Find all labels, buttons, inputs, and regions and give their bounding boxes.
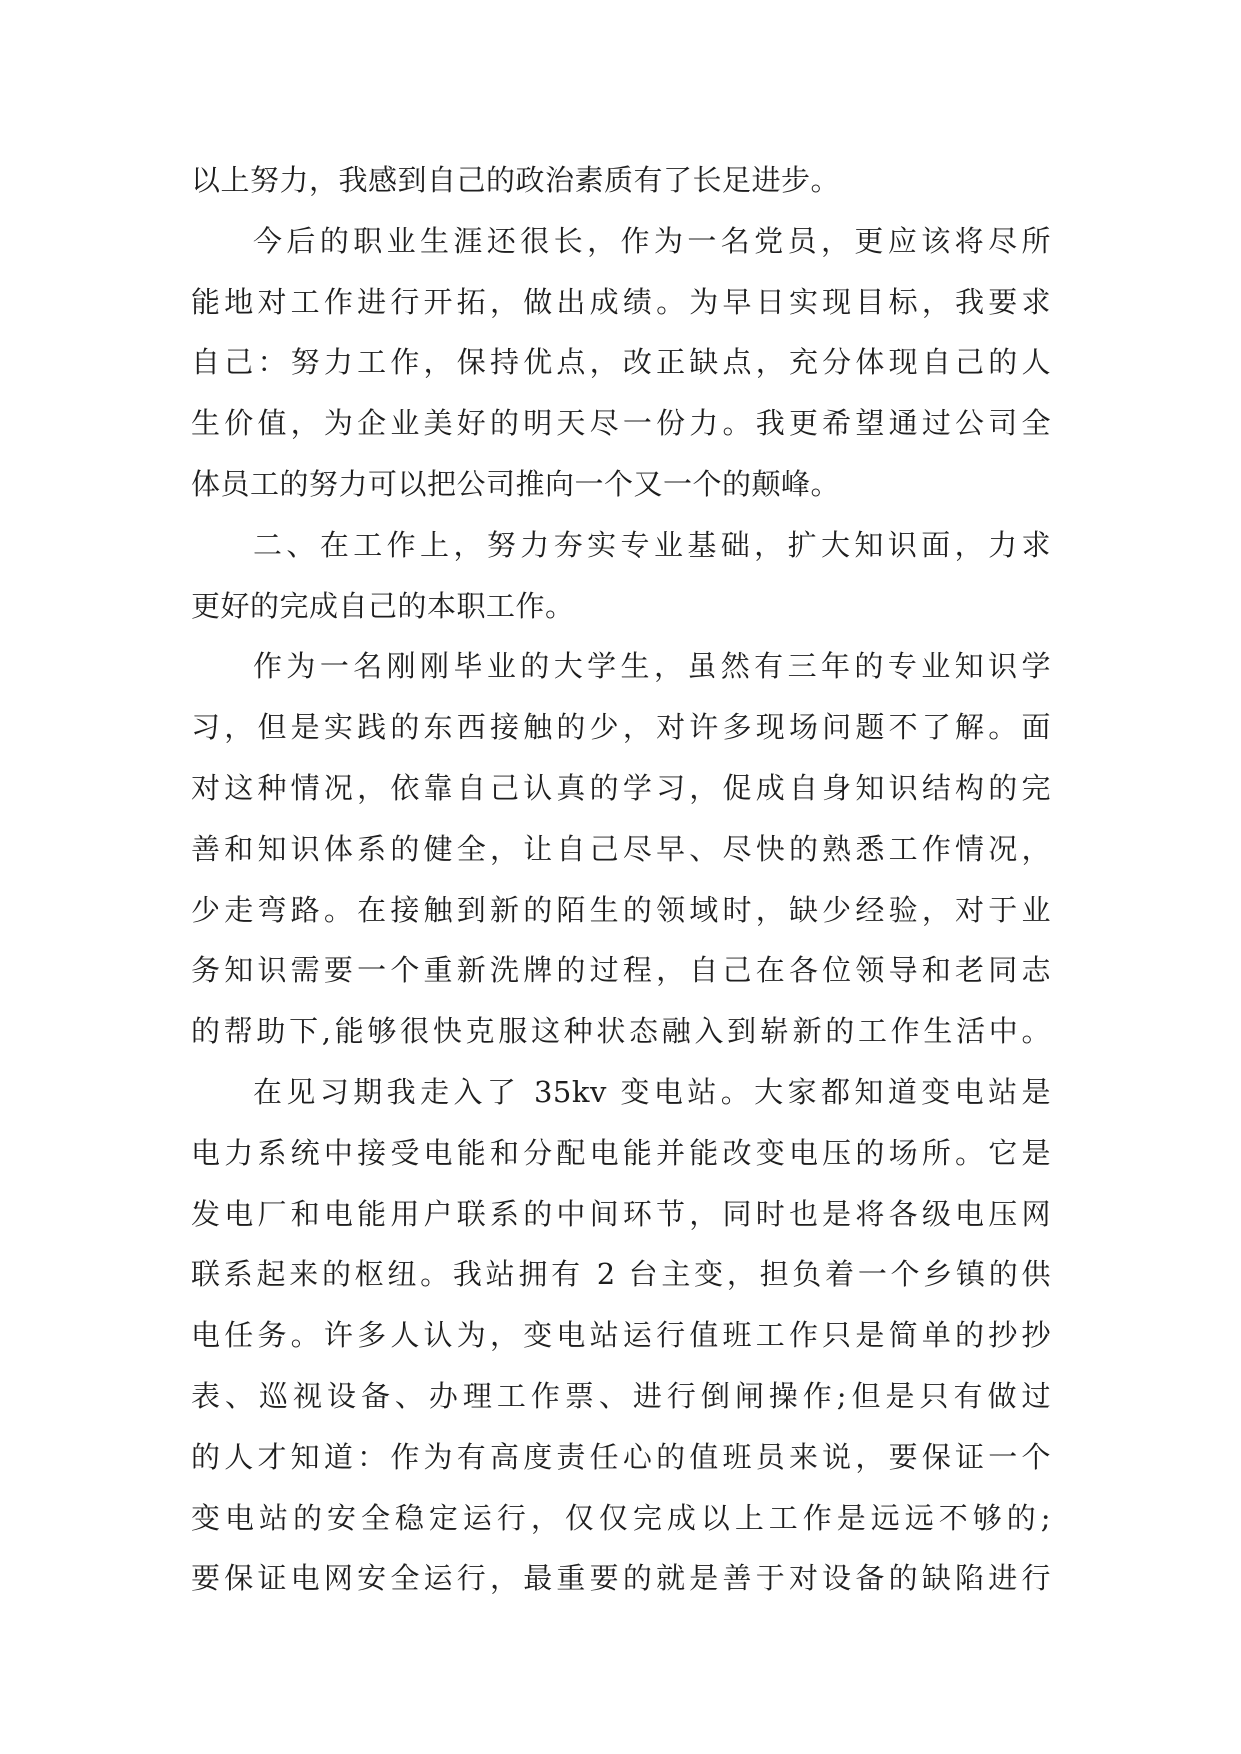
text-line: 电任务。许多人认为，变电站运行值班工作只是简单的抄抄 bbox=[191, 1318, 1051, 1353]
text-line: 要保证电网安全运行，最重要的就是善于对设备的缺陷进行 bbox=[191, 1561, 1051, 1596]
text-line: 发电厂和电能用户联系的中间环节，同时也是将各级电压网 bbox=[191, 1196, 1051, 1231]
text-line: 的人才知道：作为有高度责任心的值班员来说，要保证一个 bbox=[191, 1439, 1051, 1474]
text-line: 作为一名刚刚毕业的大学生，虽然有三年的专业知识学 bbox=[253, 649, 1051, 684]
text-line: 善和知识体系的健全，让自己尽早、尽快的熟悉工作情况， bbox=[191, 831, 1051, 866]
text-line: 习，但是实践的东西接触的少，对许多现场问题不了解。面 bbox=[191, 710, 1051, 745]
text-line: 生价值，为企业美好的明天尽一份力。我更希望通过公司全 bbox=[191, 406, 1051, 441]
text-line: 在见习期我走入了 35kv 变电站。大家都知道变电站是 bbox=[253, 1074, 1051, 1109]
text-line: 表、巡视设备、办理工作票、进行倒闸操作;但是只有做过 bbox=[191, 1378, 1051, 1413]
text-line: 自己：努力工作，保持优点，改正缺点，充分体现自己的人 bbox=[191, 345, 1051, 380]
text-line: 电力系统中接受电能和分配电能并能改变电压的场所。它是 bbox=[191, 1135, 1051, 1170]
text-line: 的帮助下,能够很快克服这种状态融入到崭新的工作生活中。 bbox=[191, 1014, 1051, 1049]
document-body bbox=[191, 150, 1051, 1609]
text-line: 体员工的努力可以把公司推向一个又一个的颠峰。 bbox=[191, 466, 841, 501]
text-line: 对这种情况，依靠自己认真的学习，促成自身知识结构的完 bbox=[191, 770, 1051, 805]
text-line: 联系起来的枢纽。我站拥有 2 台主变，担负着一个乡镇的供 bbox=[191, 1257, 1051, 1292]
text-line: 今后的职业生涯还很长，作为一名党员，更应该将尽所 bbox=[253, 223, 1051, 258]
text-line: 以上努力，我感到自己的政治素质有了长足进步。 bbox=[191, 163, 841, 197]
text-line: 能地对工作进行开拓，做出成绩。为早日实现目标，我要求 bbox=[191, 284, 1051, 319]
text-line: 务知识需要一个重新洗牌的过程，自己在各位领导和老同志 bbox=[191, 953, 1051, 988]
text-line: 变电站的安全稳定运行，仅仅完成以上工作是远远不够的; bbox=[191, 1500, 1051, 1535]
text-line: 更好的完成自己的本职工作。 bbox=[191, 588, 575, 623]
text-line: 少走弯路。在接触到新的陌生的领域时，缺少经验，对于业 bbox=[191, 892, 1051, 927]
text-line: 二、在工作上，努力夯实专业基础，扩大知识面，力求 bbox=[253, 527, 1051, 562]
